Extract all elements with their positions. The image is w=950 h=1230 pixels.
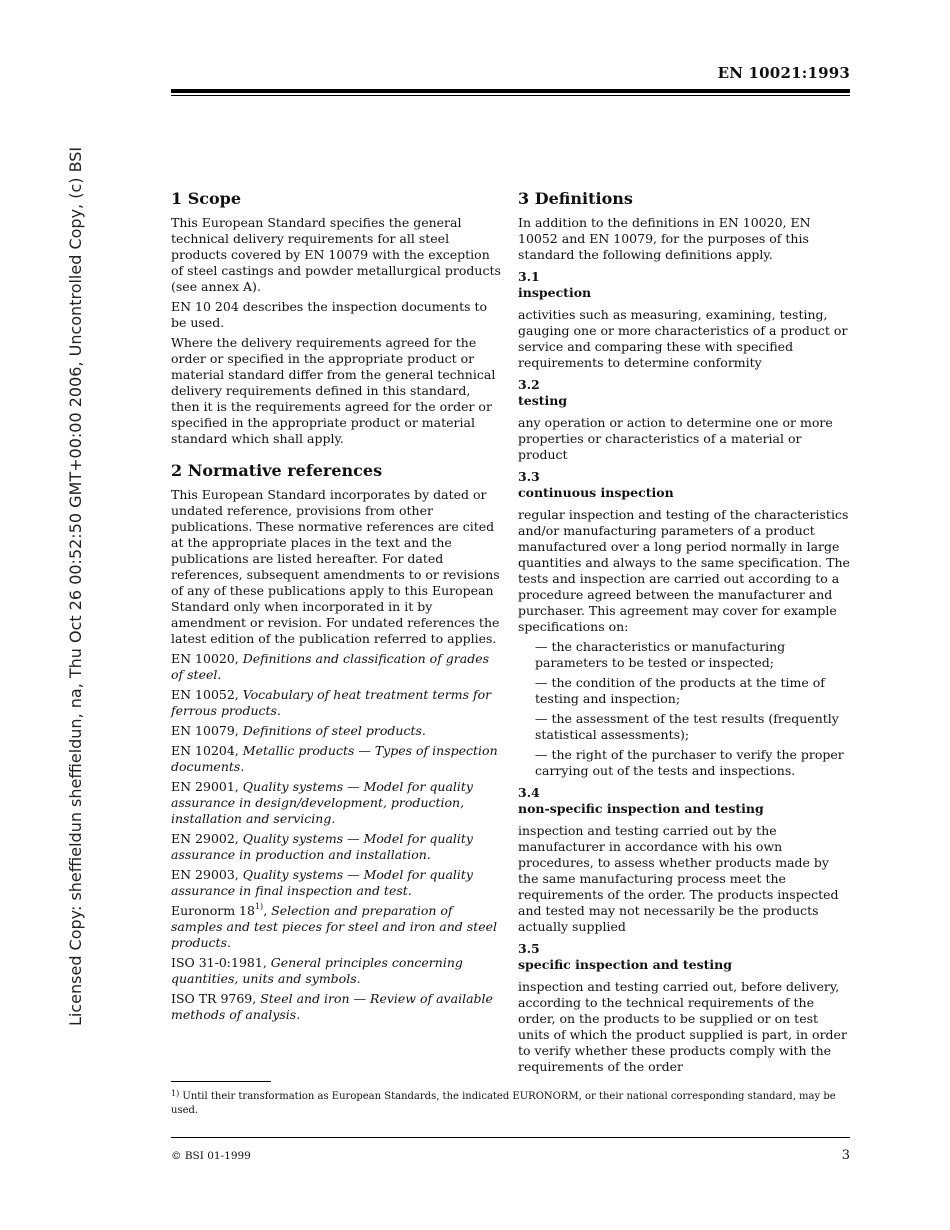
scope-paragraph: Where the delivery requirements agreed for the order or specified in the appropriate product or material standard differ from the general technical delivery requirements defined in this standard, then it is the requirements agreed for the order or specified in the appropriate product or material standard which shall apply. [171, 335, 496, 446]
footnote-text: Until their transformation as European Standards, the indicated EURONORM, or their national corresponding standard, may be used. [171, 1091, 836, 1116]
scope-paragraph: EN 10 204 describes the inspection documents to be used. [171, 299, 488, 330]
license-watermark: Licensed Copy: sheffieldun sheffieldun, na, Thu Oct 26 00:52:50 GMT+00:00 2006, Uncontrolled Copy, (c) BSI [66, 146, 85, 1026]
reference-item: EN 10079, Definitions of steel products. [171, 723, 426, 738]
footer-rule [171, 1137, 850, 1138]
definition-term: specific inspection and testing [518, 957, 733, 972]
definition-term: non-specific inspection and testing [518, 801, 764, 816]
definition-number: 3.5 [518, 941, 540, 956]
reference-item: ISO TR 9769, Steel and iron — Review of available methods of analysis. [171, 991, 493, 1022]
scope-heading: 1 Scope [171, 189, 242, 208]
page-number: 3 [841, 1148, 850, 1163]
definition-number: 3.3 [518, 469, 540, 484]
definition-text: any operation or action to determine one or more properties or characteristics of a material or product [518, 415, 833, 462]
definition-term: inspection [518, 285, 592, 300]
right-column [518, 189, 852, 1079]
reference-item: EN 29002, Quality systems — Model for quality assurance in production and installation. [171, 831, 473, 862]
header-rule-thin [171, 95, 850, 96]
scope-paragraph: This European Standard specifies the general technical delivery requirements for all steel products covered by EN 10079 with the exception of steel castings and powder metallurgical products (see annex A). [171, 215, 501, 294]
normative-intro: This European Standard incorporates by dated or undated reference, provisions from other publications. These normative references are cited at the appropriate places in the text and the publications are listed hereafter. For dated references, subsequent amendments to or revisions of any of these publications apply to this European Standard only when incorporated in it by amendment or revision. For undated references the latest edition of the publication referred to applies. [171, 487, 500, 646]
reference-item: EN 10020, Definitions and classification of grades of steel. [171, 651, 490, 682]
reference-item: Euronorm 18$^{1)}$, Selection and preparation of samples and test pieces for steel and iron and steel products. [171, 902, 498, 950]
definition-term: continuous inspection [518, 485, 674, 500]
definition-term: testing [518, 393, 568, 408]
definitions-heading: 3 Definitions [518, 189, 633, 208]
reference-item: ISO 31-0:1981, General principles concerning quantities, units and symbols. [171, 955, 463, 986]
definition-text: regular inspection and testing of the characteristics and/or manufacturing parameters of a product manufactured over a long period normally in large quantities and always to the same specification. The tests and inspection are carried out according to a procedure agreed between the manufacturer and purchaser. This agreement may cover for example specifications on: [518, 507, 850, 634]
list-item: — the right of the purchaser to verify the proper carrying out of the tests and inspections. [535, 747, 844, 778]
reference-item: EN 10204, Metallic products — Types of inspection documents. [171, 743, 498, 774]
document-title: EN 10021:1993 [717, 64, 850, 82]
definition-text: activities such as measuring, examining, testing, gauging one or more characteristics of a product or service and comparing these with specified requirements to determine conformity [518, 307, 848, 370]
footnote [171, 1090, 841, 1118]
list-item: — the characteristics or manufacturing parameters to be tested or inspected; [535, 639, 786, 670]
copyright-notice: © BSI 01-1999 [171, 1150, 251, 1162]
left-column [171, 189, 501, 1027]
list-item: — the condition of the products at the time of testing and inspection; [535, 675, 825, 706]
footnote-marker: 1) [254, 902, 264, 911]
footnote-rule [171, 1081, 271, 1082]
footnote-mark: 1) [171, 1089, 180, 1098]
definition-text: inspection and testing carried out by the manufacturer in accordance with his own procedures, to assess whether products made by the same manufacturing process meet the requirements of the order. The products inspected and tested may not necessarily be the products actually supplied [518, 823, 839, 934]
definition-number: 3.1 [518, 269, 540, 284]
reference-item: EN 29003, Quality systems — Model for quality assurance in final inspection and test. [171, 867, 473, 898]
definitions-intro: In addition to the definitions in EN 10020, EN 10052 and EN 10079, for the purposes of this standard the following definitions apply. [518, 215, 811, 262]
header-rule-thick [171, 89, 850, 93]
reference-item: EN 10052, Vocabulary of heat treatment terms for ferrous products. [171, 687, 492, 718]
definition-number: 3.2 [518, 377, 540, 392]
reference-item: EN 29001, Quality systems — Model for quality assurance in design/development, production, installation and servicing. [171, 779, 473, 826]
list-item: — the assessment of the test results (frequently statistical assessments); [535, 711, 839, 742]
definition-text: inspection and testing carried out, before delivery, according to the technical requirements of the order, on the products to be supplied or on test units of which the product supplied is part, in order to verify whether these products comply with the requirements of the order [518, 979, 847, 1074]
normative-heading: 2 Normative references [171, 461, 383, 480]
definition-number: 3.4 [518, 785, 540, 800]
